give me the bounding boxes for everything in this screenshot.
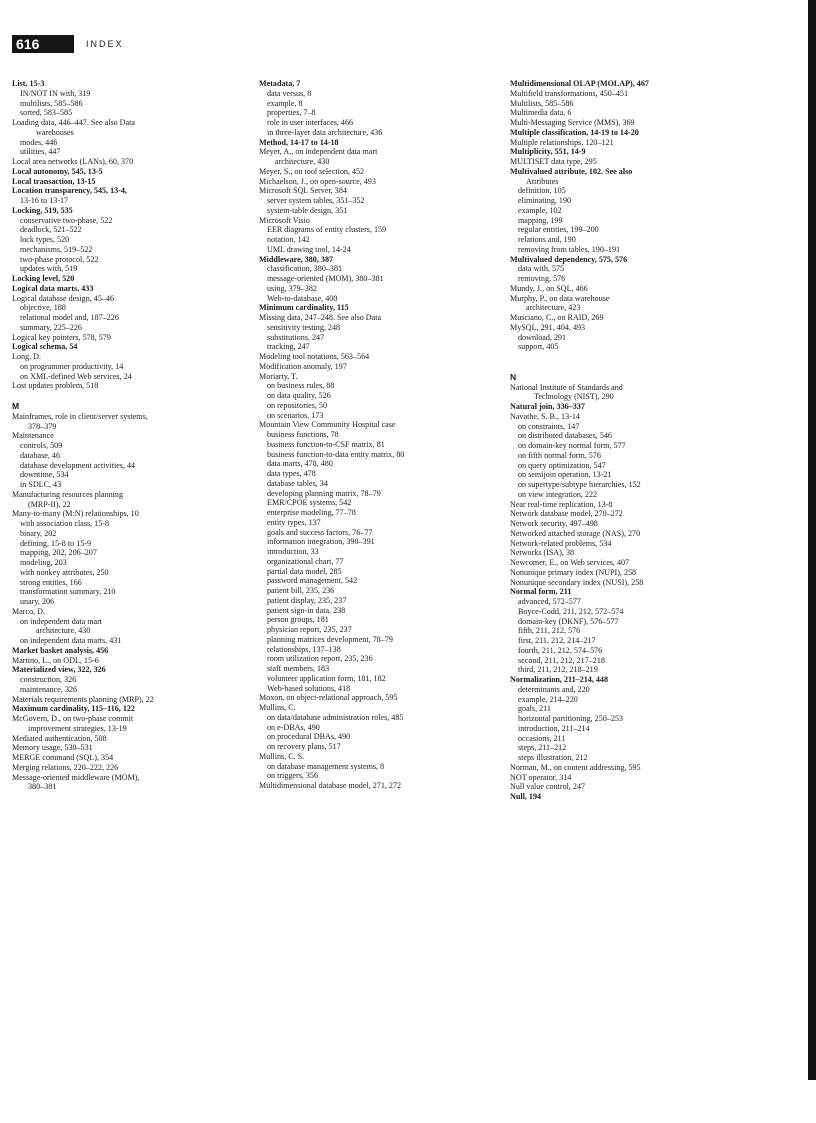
index-entry: McGovern, D., on two-phase commit <box>12 714 134 723</box>
index-subentry: IN/NOT IN with, 319 <box>20 88 91 98</box>
index-subentry: on data/database administration roles, 485 <box>267 712 404 722</box>
index-entry: Null, 194 <box>510 792 542 801</box>
index-subentry: volunteer application form, 181, 182 <box>267 673 386 683</box>
index-subentry: on repositories, 50 <box>267 400 328 410</box>
index-entry: MERGE command (SQL), 354 <box>12 753 114 762</box>
index-subentry: password management, 542 <box>267 576 358 586</box>
index-entry: Missing data, 247–248. See also Data <box>259 313 382 322</box>
index-entry: Moxon, on object-relational approach, 595 <box>259 693 398 703</box>
index-entry: Multi-Messaging Service (MMS), 369 <box>510 118 635 127</box>
index-entry: Moriarty, T. <box>259 371 298 381</box>
index-subentry: in SDLC, 43 <box>20 480 62 489</box>
index-subentry: advanced, 572–577 <box>518 597 581 606</box>
index-subentry: substitutions, 247 <box>267 332 325 342</box>
index-subentry: data types, 478 <box>267 469 316 478</box>
index-subentry: business functions, 78 <box>267 430 339 439</box>
index-subentry: EER diagrams of entity clusters, 159 <box>267 225 387 235</box>
index-subentry: maintenance, 326 <box>20 684 78 694</box>
index-subentry: removing, 576 <box>518 274 566 283</box>
index-subentry: mapping, 199 <box>518 215 563 225</box>
index-subentry: developing planning matrix, 78–79 <box>267 488 381 498</box>
index-entry: Network database model, 270–272 <box>510 509 623 519</box>
index-subentry: UML drawing tool, 14-24 <box>267 244 351 254</box>
index-subentry: properties, 7–8 <box>267 108 316 118</box>
index-subentry: 380–381 <box>28 782 57 792</box>
index-subentry: transformation summary, 210 <box>20 587 116 597</box>
index-entry: MULTISET data type, 295 <box>510 157 597 166</box>
index-subentry: horizontal partitioning, 250–253 <box>518 714 623 723</box>
index-entry: Null value control, 247 <box>510 782 586 792</box>
index-entry: Loading data, 446–447. See also Data <box>12 118 135 127</box>
index-subentry: sorted, 583–585 <box>20 108 73 118</box>
index-entry: Musciano, C., on RAID, 269 <box>510 313 604 322</box>
index-subentry: fourth, 211, 212, 574–576 <box>518 645 603 655</box>
index-subentry: binary, 202 <box>20 528 57 538</box>
index-subentry: physician report, 235, 237 <box>267 625 352 634</box>
index-entry: Memory usage, 530–531 <box>12 743 93 753</box>
spacer <box>510 352 808 362</box>
index-subentry: conservative two-phase, 522 <box>20 215 113 225</box>
section-letter: N <box>510 371 517 382</box>
index-subentry: download, 291 <box>518 332 567 342</box>
index-subentry: with association class, 15-8 <box>20 519 110 528</box>
index-entry: Manufacturing resources planning <box>12 489 124 499</box>
index-entry: Norman, M., on content addressing, 595 <box>510 762 641 772</box>
index-entry: Nonunique secondary index (NUSI), 258 <box>510 577 644 587</box>
section-letter: M <box>12 401 20 411</box>
index-subentry: goals and success factors, 76–77 <box>267 527 373 537</box>
index-entry: Locking level, 520 <box>12 274 75 283</box>
index-subentry: improvement strategies, 13-19 <box>28 723 127 733</box>
index-subentry: on distributed databases, 546 <box>518 431 612 441</box>
index-subentry: role in user interfaces, 466 <box>267 118 354 127</box>
index-subentry: system-table design, 351 <box>267 205 348 215</box>
index-subentry: mechanisms, 519–522 <box>20 244 93 254</box>
index-entry: Multiplicity, 551, 14-9 <box>510 147 586 157</box>
index-entry: Modeling tool notations, 563–564 <box>259 352 370 361</box>
index-subentry: architecture, 430 <box>36 626 91 636</box>
index-subentry: data with, 575 <box>518 264 565 274</box>
index-entry: Multivalued attribute, 102. See also <box>510 166 633 176</box>
index-subentry: sensitivity testing, 248 <box>267 322 341 332</box>
index-subentry: patient display, 235, 237 <box>267 595 347 605</box>
index-entry: Martino, L., on ODL, 15-6 <box>12 655 99 665</box>
index-subentry: 378–379 <box>28 421 57 431</box>
index-subentry: introduction, 211–214 <box>518 723 590 733</box>
index-subentry: entity types, 137 <box>267 517 321 527</box>
index-subentry: on supertype/subtype hierarchies, 152 <box>518 480 641 489</box>
index-entry: Mundy, J., on SQL, 466 <box>510 283 588 293</box>
index-column-1 <box>12 79 250 792</box>
index-entry: Natural join, 336–337 <box>510 402 585 411</box>
page-header <box>12 35 124 53</box>
index-subentry: lock types, 520 <box>20 235 70 244</box>
index-entry: Local transaction, 13-15 <box>12 176 96 186</box>
index-entry: Maximum cardinality, 115–116, 122 <box>12 704 135 714</box>
index-subentry: database tables, 34 <box>267 478 328 488</box>
index-entry: Lost updates problem, 518 <box>12 381 99 391</box>
index-entry: Newcomer, E., on Web services, 407 <box>510 558 630 567</box>
index-entry: National Institute of Standards and <box>510 382 623 392</box>
index-subentry: example, 8 <box>267 98 303 108</box>
index-subentry: (MRP-II), 22 <box>28 499 71 509</box>
index-entry: Michaelson, J., on open-source, 493 <box>259 176 376 186</box>
index-entry: Nonunique primary index (NUPI), 258 <box>510 567 637 577</box>
index-subentry: patient sign-in data, 238 <box>267 605 346 615</box>
index-subentry: modeling, 203 <box>20 558 67 567</box>
index-entry: Microsoft Visio <box>259 215 310 225</box>
index-entry: Method, 14-17 to 14-18 <box>259 137 339 147</box>
index-subentry: in three-layer data architecture, 436 <box>267 127 383 137</box>
index-entry: Network security, 497–498 <box>510 519 598 528</box>
index-entry: Multilists, 585–586 <box>510 98 574 108</box>
index-subentry: partial data model, 285 <box>267 566 342 576</box>
index-subentry: example, 214–220 <box>518 694 578 704</box>
index-subentry: database development activities, 44 <box>20 460 136 470</box>
index-subentry: architecture, 423 <box>526 303 581 313</box>
right-edge-bar <box>808 0 816 1080</box>
index-subentry: on database management systems, 8 <box>267 761 385 771</box>
page-number: 616 <box>12 35 74 53</box>
index-subentry: steps, 211–212 <box>518 743 567 753</box>
index-subentry: planning matrices development, 78–79 <box>267 634 393 644</box>
index-entry: Logical schema, 54 <box>12 342 78 352</box>
index-subentry: architecture, 430 <box>275 157 330 166</box>
index-column-3 <box>510 79 808 802</box>
index-subentry: warehouses <box>36 127 74 137</box>
index-subentry: classification, 380–381 <box>267 264 343 274</box>
index-entry: Mullins, C. <box>259 703 296 712</box>
index-entry: Market basket analysis, 456 <box>12 645 109 655</box>
index-entry: Local area networks (LANs), 60, 370 <box>12 157 134 166</box>
index-entry: Location transparency, 545, 13-4, <box>12 186 127 196</box>
index-entry: Minimum cardinality, 115 <box>259 303 349 313</box>
index-subentry: controls, 509 <box>20 441 63 450</box>
index-entry: Modification anomaly, 197 <box>259 361 347 371</box>
index-subentry: updates with, 519 <box>20 264 78 274</box>
index-subentry: EMR/CPOE systems, 542 <box>267 498 352 508</box>
index-subentry: message-oriented (MOM), 380–381 <box>267 274 384 283</box>
index-entry: Multifield transformations, 450–451 <box>510 88 629 98</box>
index-subentry: steps illustration, 212 <box>518 753 588 762</box>
index-entry: Multiple classification, 14-19 to 14-20 <box>510 127 639 137</box>
index-subentry: on programmer productivity, 14 <box>20 361 124 371</box>
index-subentry: utilities, 447 <box>20 147 61 157</box>
index-subentry: 13-16 to 13-17 <box>20 196 69 205</box>
index-entry: MySQL, 291, 404, 493 <box>510 322 586 332</box>
index-subentry: on semijoin operation, 13-21 <box>518 470 612 480</box>
index-subentry: goals, 211 <box>518 704 551 714</box>
index-subentry: data marts, 478, 480 <box>267 459 333 469</box>
index-subentry: on independent data mart <box>20 616 103 626</box>
index-entry: Normal form, 211 <box>510 587 572 597</box>
index-entry: Materialized view, 322, 326 <box>12 665 106 675</box>
index-subentry: Attributes <box>526 176 559 186</box>
index-entry: Normalization, 211–214, 448 <box>510 675 609 684</box>
index-subentry: database, 46 <box>20 450 61 460</box>
index-subentry: mapping, 202, 206–207 <box>20 548 97 558</box>
index-entry: Mullins, C. S. <box>259 751 305 761</box>
index-subentry: fifth, 211, 212, 576 <box>518 626 581 636</box>
index-subentry: enterprise modeling, 77–78 <box>267 508 356 517</box>
index-entry: Multiple relationships, 120–121 <box>510 137 614 147</box>
index-subentry: staff members, 183 <box>267 664 330 673</box>
index-entry: Mainframes, role in client/server systems, <box>12 411 148 421</box>
index-entry: Merging relations, 220–222, 226 <box>12 762 119 772</box>
index-subentry: defining, 15-8 to 15-9 <box>20 538 92 548</box>
index-subentry: on data quality, 526 <box>267 391 331 400</box>
index-subentry: second, 211, 212, 217–218 <box>518 655 605 665</box>
index-subentry: on triggers, 356 <box>267 771 319 781</box>
index-entry: Maintenance <box>12 431 54 441</box>
index-entry: Multidimensional database model, 271, 272 <box>259 781 402 790</box>
index-subentry: third, 211, 212, 218–219 <box>518 665 598 675</box>
index-subentry: on fifth normal form, 576 <box>518 450 601 460</box>
index-entry: Locking, 519, 535 <box>12 205 73 215</box>
index-subentry: person groups, 181 <box>267 615 329 625</box>
index-subentry: server system tables, 351–352 <box>267 196 365 205</box>
index-subentry: on view integration, 222 <box>518 489 598 499</box>
index-subentry: on query optimization, 547 <box>518 460 606 470</box>
index-entry: Mediated authentication, 508 <box>12 733 107 743</box>
index-entry: Near real-time replication, 13-8 <box>510 499 613 509</box>
index-subentry: support, 405 <box>518 342 559 352</box>
index-subentry: deadlock, 521–522 <box>20 225 82 235</box>
index-subentry: relationships, 137–138 <box>267 644 341 654</box>
index-entry: Multimedia data, 6 <box>510 108 572 118</box>
index-subentry: business function-to-data entity matrix, 80 <box>267 449 405 459</box>
index-subentry: on e-DBAs, 490 <box>267 722 320 732</box>
index-entry: Meyer, A., on independent data mart <box>259 147 378 157</box>
index-subentry: removing from tables, 190–191 <box>518 244 621 254</box>
index-entry: Networks (ISA), 38 <box>510 548 575 558</box>
index-subentry: relations and, 190 <box>518 235 576 244</box>
index-entry: Multivalued dependency, 575, 576 <box>510 254 628 264</box>
index-subentry: on procedural DBAs, 490 <box>267 732 351 742</box>
index-subentry: definition, 105 <box>518 186 566 196</box>
index-subentry: two-phase protocol, 522 <box>20 254 99 264</box>
index-subentry: on scenarios, 173 <box>267 410 324 420</box>
index-subentry: using, 379–382 <box>267 283 317 293</box>
index-subentry: on independent data marts, 431 <box>20 636 122 645</box>
index-subentry: summary, 225–226 <box>20 322 82 332</box>
index-entry: Network-related problems, 534 <box>510 538 612 548</box>
index-entry: Middleware, 380, 387 <box>259 254 334 264</box>
index-entry: Logical database design, 45–46 <box>12 293 115 303</box>
index-entry: Microsoft SQL Server, 384 <box>259 186 347 196</box>
index-entry: Mountain View Community Hospital case <box>259 420 396 430</box>
index-subentry: tracking, 247 <box>267 342 310 352</box>
index-entry: Multidimensional OLAP (MOLAP), 467 <box>510 79 649 88</box>
index-entry: List, 15-3 <box>12 79 45 88</box>
index-column-2 <box>259 79 497 791</box>
index-subentry: first, 211, 212, 214–217 <box>518 636 596 645</box>
index-subentry: information integration, 390–391 <box>267 537 375 547</box>
index-entry: Metadata, 7 <box>259 79 301 88</box>
index-subentry: modes, 446 <box>20 137 58 147</box>
index-subentry: on XML-defined Web services, 24 <box>20 371 132 381</box>
index-subentry: Web-based solutions, 418 <box>267 683 351 693</box>
index-entry: Meyer, S., on tool selection, 452 <box>259 166 365 176</box>
index-subentry: on domain-key normal form, 577 <box>518 441 626 450</box>
index-subentry: on recovery plans, 517 <box>267 742 341 751</box>
index-entry: Navathe, S. B., 13-14 <box>510 411 580 421</box>
index-subentry: room utilization report, 235, 236 <box>267 654 373 664</box>
index-entry: Message-oriented middleware (MOM), <box>12 772 140 782</box>
index-entry: Marco, D. <box>12 606 46 616</box>
index-subentry: data versus, 8 <box>267 88 312 98</box>
index-entry: Networked attached storage (NAS), 270 <box>510 528 641 538</box>
index-subentry: Boyce-Codd, 211, 212, 572–574 <box>518 606 624 616</box>
index-subentry: eliminating, 190 <box>518 196 572 205</box>
index-subentry: Technology (NIST), 290 <box>534 392 614 402</box>
index-subentry: multilists, 585–586 <box>20 98 83 108</box>
index-subentry: example, 102 <box>518 205 562 215</box>
index-entry: Local autonomy, 545, 13-5 <box>12 166 103 176</box>
index-subentry: construction, 326 <box>20 675 77 684</box>
index-subentry: regular entities, 199–200 <box>518 225 599 235</box>
index-subentry: occasions, 211 <box>518 733 566 743</box>
index-subentry: on constraints, 147 <box>518 421 580 431</box>
index-subentry: determinants and, 220 <box>518 684 590 694</box>
index-subentry: patient bill, 235, 236 <box>267 586 335 595</box>
running-head: INDEX <box>86 39 124 49</box>
index-entry: Many-to-many (M:N) relationships, 10 <box>12 509 139 519</box>
index-subentry: business function-to-CSF matrix, 81 <box>267 439 385 449</box>
index-entry: NOT operator, 314 <box>510 772 572 782</box>
index-subentry: unary, 206 <box>20 597 55 606</box>
index-subentry: with nonkey attributes, 250 <box>20 567 109 577</box>
index-entry: Long, D. <box>12 352 41 361</box>
index-subentry: downtime, 534 <box>20 470 69 480</box>
index-entry: Logical key pointers, 578, 579 <box>12 332 111 342</box>
index-subentry: introduction, 33 <box>267 547 319 556</box>
index-subentry: organizational chart, 77 <box>267 556 344 566</box>
index-entry: Logical data marts, 433 <box>12 283 94 293</box>
index-subentry: objective, 188 <box>20 303 66 313</box>
index-subentry: domain-key (DKNF), 576–577 <box>518 616 619 626</box>
index-subentry: notation, 142 <box>267 235 310 244</box>
index-entry: Materials requirements planning (MRP), 22 <box>12 694 154 704</box>
index-subentry: relational model and, 187–226 <box>20 313 119 322</box>
index-subentry: strong entities, 166 <box>20 577 82 587</box>
index-subentry: Web-to-database, 400 <box>267 293 338 303</box>
index-entry: Murphy, P., on data warehouse <box>510 293 610 303</box>
index-subentry: on business rules, 88 <box>267 381 335 391</box>
